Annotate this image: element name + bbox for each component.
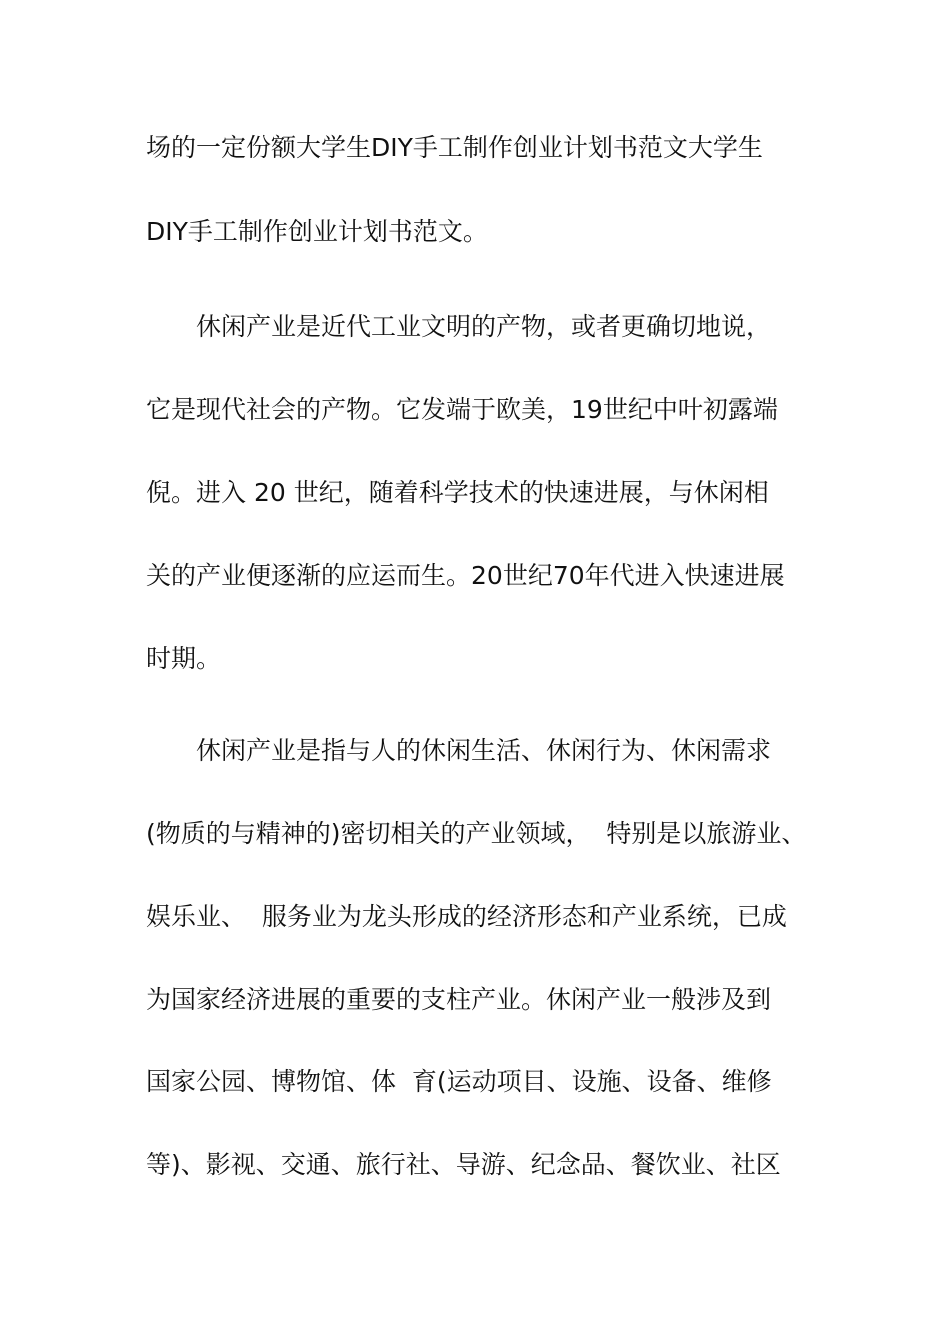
text-line: 关的产业便逐渐的应运而生。20世纪70年代进入快速进展 — [146, 561, 785, 590]
text-line: (物质的与精神的)密切相关的产业领域， 特别是以旅游业、 — [146, 819, 807, 848]
text-line: 时期。 — [146, 644, 222, 673]
text-line: 倪。进入 20 世纪，随着科学技术的快速进展，与休闲相 — [146, 478, 769, 507]
text-line: 它是现代社会的产物。它发端于欧美，19世纪中叶初露端 — [146, 395, 778, 424]
text-line: 娱乐业、 服务业为龙头形成的经济形态和产业系统，已成 — [146, 902, 787, 931]
paragraph-start-line: 休闲产业是指与人的休闲生活、休闲行为、休闲需求 — [196, 736, 772, 765]
text-line: 国家公园、博物馆、体 育(运动项目、设施、设备、维修 — [146, 1067, 772, 1096]
text-line: 场的一定份额大学生DIY手工制作创业计划书范文大学生 — [146, 133, 763, 162]
text-line: 等)、影视、交通、旅行社、导游、纪念品、餐饮业、社区 — [146, 1150, 781, 1179]
text-line: DIY手工制作创业计划书范文。 — [146, 217, 488, 246]
text-line: 为国家经济进展的重要的支柱产业。休闲产业一般涉及到 — [146, 985, 772, 1014]
paragraph-start-line: 休闲产业是近代工业文明的产物，或者更确切地说， — [196, 312, 772, 341]
